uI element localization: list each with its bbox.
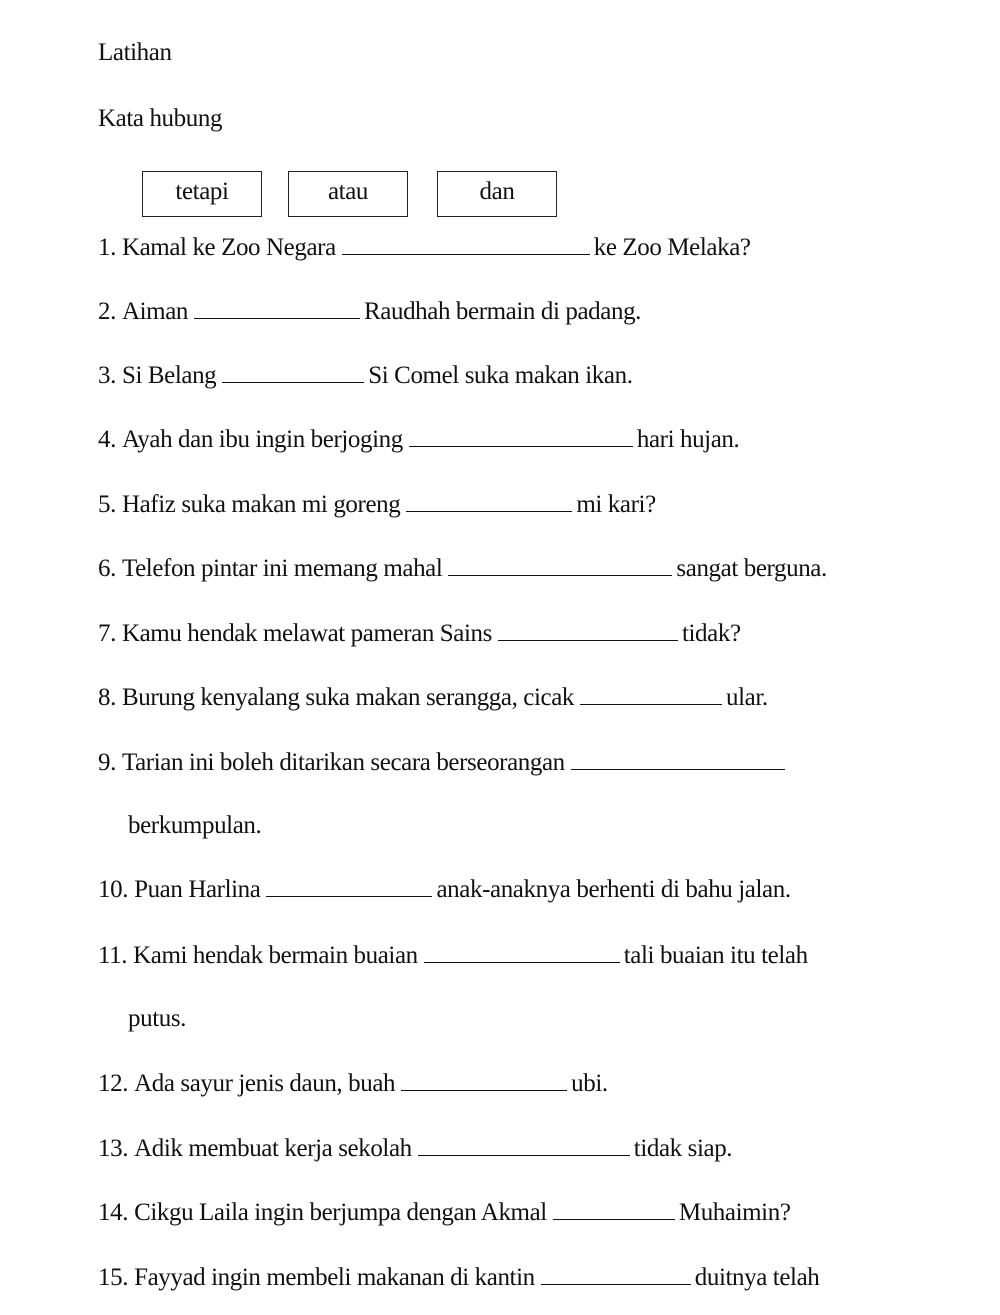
answer-blank[interactable] [498,618,678,641]
question-text-after: ubi. [571,1070,608,1097]
question-number: 4. [98,426,116,453]
question-number: 3. [98,362,116,389]
question-text-before: Hafiz suka makan mi goreng [121,491,401,518]
question-6 [98,553,827,584]
question-text-after: sangat berguna. [676,555,827,582]
question-number: 15. [98,1264,129,1291]
answer-blank[interactable] [541,1262,691,1285]
question-text-after: mi kari? [576,491,656,518]
question-15 [98,1262,819,1293]
question-number: 14. [98,1199,129,1226]
question-text-after: tidak siap. [633,1135,733,1162]
question-text-after: Si Comel suka makan ikan. [368,362,633,389]
question-number: 11. [98,942,128,969]
question-text-before: Kamal ke Zoo Negara [121,234,336,261]
question-text-before: Puan Harlina [134,876,261,903]
question-text-after: ke Zoo Melaka? [593,234,751,261]
question-9 [98,747,789,778]
question-4 [98,424,739,455]
question-text-after: Raudhah bermain di padang. [364,298,642,325]
question-3 [98,360,633,391]
worksheet-title: Latihan [98,39,172,66]
question-number: 13. [98,1135,129,1162]
question-number: 9. [98,749,116,776]
question-8 [98,682,768,713]
answer-blank[interactable] [194,296,360,319]
question-text-after: tali buaian itu telah [623,942,808,969]
answer-blank[interactable] [580,682,722,705]
question-13 [98,1133,732,1164]
question-text-after: ular. [726,684,768,711]
question-11 [98,940,808,971]
answer-blank[interactable] [448,553,672,576]
question-text-before: Fayyad ingin membeli makanan di kantin [134,1264,535,1291]
question-text-after: hari hujan. [636,426,740,453]
answer-blank[interactable] [222,360,364,383]
question-text-after: tidak? [681,620,741,647]
word-bank-dan: dan [437,171,557,217]
question-text-after: duitnya telah [694,1264,820,1291]
answer-blank[interactable] [424,940,620,963]
question-number: 1. [98,234,116,261]
question-number: 12. [98,1070,129,1097]
answer-blank[interactable] [406,489,572,512]
question-14 [98,1197,791,1228]
word-bank-atau: atau [288,171,408,217]
answer-blank[interactable] [553,1197,675,1220]
question-text-before: Si Belang [121,362,217,389]
question-9-continuation: berkumpulan. [128,812,262,839]
question-text-before: Ayah dan ibu ingin berjoging [121,426,403,453]
question-number: 6. [98,555,116,582]
question-10 [98,874,791,905]
question-text-before: Tarian ini boleh ditarikan secara berseorangan [121,749,565,776]
question-1 [98,232,751,263]
answer-blank[interactable] [418,1133,630,1156]
answer-blank[interactable] [409,424,633,447]
question-text-before: Ada sayur jenis daun, buah [134,1070,396,1097]
question-11-continuation: putus. [128,1005,187,1032]
answer-blank[interactable] [571,747,785,770]
question-text-before: Telefon pintar ini memang mahal [121,555,443,582]
question-12 [98,1068,608,1099]
question-text-before: Aiman [121,298,188,325]
question-text-after: anak-anaknya berhenti di bahu jalan. [436,876,791,903]
question-text-before: Burung kenyalang suka makan serangga, cicak [121,684,575,711]
question-7 [98,618,741,649]
question-2 [98,296,641,327]
question-number: 7. [98,620,116,647]
question-text-before: Cikgu Laila ingin berjumpa dengan Akmal [134,1199,547,1226]
question-text-before: Kami hendak bermain buaian [133,942,418,969]
word-bank-tetapi: tetapi [142,171,262,217]
question-number: 10. [98,876,129,903]
answer-blank[interactable] [342,232,590,255]
question-number: 8. [98,684,116,711]
worksheet-subtitle: Kata hubung [98,105,223,132]
question-text-before: Adik membuat kerja sekolah [134,1135,412,1162]
question-number: 2. [98,298,116,325]
question-text-before: Kamu hendak melawat pameran Sains [121,620,492,647]
question-number: 5. [98,491,116,518]
answer-blank[interactable] [401,1068,567,1091]
question-5 [98,489,656,520]
question-text-after: Muhaimin? [678,1199,791,1226]
answer-blank[interactable] [266,874,432,897]
